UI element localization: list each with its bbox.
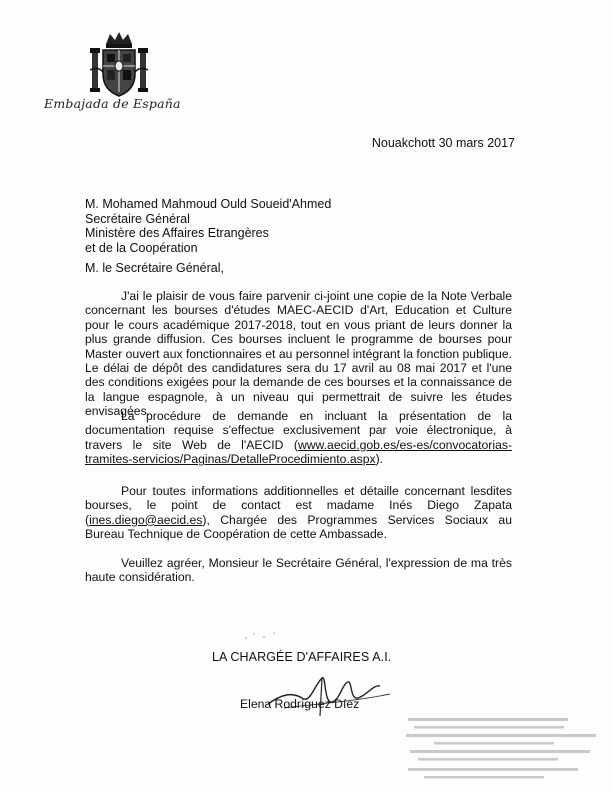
handwritten-signature-icon	[262, 664, 402, 722]
closing-paragraph: Veuillez agréer, Monsieur le Secrétaire Général, l'expression de ma très haute considération.	[85, 556, 512, 585]
body-paragraph-3	[85, 484, 512, 542]
addressee-ministry-cont: et de la Coopération	[85, 240, 198, 255]
body-paragraph-1: J'ai le plaisir de vous faire parvenir ci-joint une copie de la Note Verbale concernant les bourses d'études MAEC-AECID d'Art, Education et Culture pour le cours académique 2017-2018, tout en vous priant de leurs donner la plus grande diffusion. Ces bourses incluent le programme de bourses pour Master ouvert aux fonctionnaires et au personnel intégrant la fonction publique. Le délai de dépôt des candidatures sera du 17 avril au 08 mai 2017 et l'une des conditions exigées pour la demande de ces bourses et la connaissance de la langue espagnole, à un niveau qui permettrait de suivre les études envisagées.	[85, 289, 512, 419]
signatory-name: Elena Rodríguez Díez	[240, 697, 360, 711]
royal-coat-of-arms-icon	[88, 30, 150, 100]
addressee-ministry: Ministère des Affaires Etrangères	[85, 226, 269, 241]
paragraph-2-text: La procédure de demande en incluant la présentation de la documentation requise s'effectue exclusivement par voie électronique, à travers le site Web de l'AECID (	[85, 409, 512, 452]
letter-date: Nouakchott 30 mars 2017	[371, 136, 515, 150]
paragraph-3-text-end: ), Chargée des Programmes Services Sociaux au Bureau Technique de Coopération de cette Ambassade.	[85, 512, 512, 542]
embassy-name: Embajada de España	[44, 96, 181, 111]
signatory-title: LA CHARGÉE D'AFFAIRES A.I.	[212, 650, 392, 664]
contact-email-link[interactable]: ines.diego@aecid.es	[89, 512, 203, 527]
addressee-block	[85, 197, 331, 255]
body-paragraph-2	[85, 409, 512, 467]
paragraph-2-text-end: ).	[375, 452, 384, 467]
faint-marks	[240, 628, 290, 644]
addressee-name: M. Mohamed Mahmoud Ould Soueid'Ahmed	[85, 197, 332, 211]
faded-stamp-icon	[404, 712, 604, 786]
salutation: M. le Secrétaire Général,	[85, 261, 224, 275]
paragraph-3-text: Pour toutes informations additionnelles et détaille concernant lesdites bourses, le point de contact est madame Inés Diego Zapata (	[85, 484, 512, 527]
addressee-title: Secrétaire Général	[85, 211, 190, 226]
aecid-website-link[interactable]: www.aecid.gob.es/es-es/convocatorias-tramites-servicios/Paginas/DetalleProcedimiento.aspx	[85, 437, 512, 467]
